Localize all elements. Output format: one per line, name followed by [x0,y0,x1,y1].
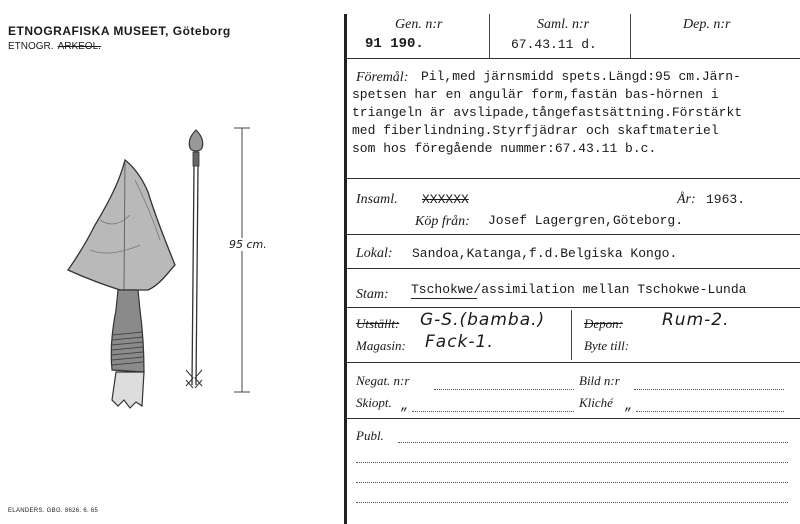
saml-value: 67.43.11 d. [511,37,597,52]
arrowhead-shape [68,160,175,290]
stam-underline [411,298,477,299]
depon-value: Rum-2. [662,310,730,330]
shaft-stub [112,372,144,408]
foremal-line-4: med fiberlindning.Styrfjädrar och skaftmateriel [352,123,719,138]
utstallt-value: G-S.(bamba.) [420,310,546,330]
stam-label: Stam: [356,287,389,302]
saml-label: Saml. n:r [537,17,590,32]
cliche-dots [636,411,784,412]
row-divider-utstallt [347,362,800,363]
kop-value: Josef Lagergren,Göteborg. [488,213,684,228]
foremal-line-2: spetsen har en angulär form,fastän bas-hörnen i [352,87,719,102]
lokal-value: Sandoa,Katanga,f.d.Belgiska Kongo. [412,246,678,261]
insaml-value: XXXXXX [422,192,469,207]
foremal-line-5: som hos föregående nummer:67.43.11 b.c. [352,141,657,156]
foremal-line-3: triangeln är avslipade,tångefastsättning.Förstärkt [352,105,743,120]
printer-imprint: ELANDERS. GBG. 8626. 6. 65 [8,508,99,514]
byte-label: Byte till: [584,338,630,353]
publ-dots-4 [356,502,788,503]
foremal-label: Föremål: [356,70,409,85]
publ-dots-1 [398,442,788,443]
publ-label: Publ. [356,428,384,443]
row-divider-top [347,58,800,59]
lokal-label: Lokal: [356,246,393,261]
cliche-label: Kliché [579,395,613,410]
top-divider-1 [489,14,490,58]
cliche-value: „ [624,398,632,413]
department-line [8,41,101,52]
department-label: ETNOGR. [8,41,54,52]
row-divider-negat [347,418,800,419]
skiopt-label: Skiopt. [356,395,392,410]
skiopt-dots [412,411,574,412]
negat-dots [434,389,574,390]
row-divider-lokal [347,268,800,269]
dimension-line [228,120,268,400]
card-left-border [344,14,347,524]
row-divider-foremal [347,178,800,179]
dep-label: Dep. n:r [683,17,731,32]
publ-dots-2 [356,462,788,463]
skiopt-value: „ [400,398,408,413]
year-value: 1963. [706,192,746,207]
length-label: 95 cm. [229,238,267,251]
gen-value: 91 190. [365,36,424,52]
row-divider-stam [347,307,800,308]
bild-dots [634,389,784,390]
utstallt-divider [571,310,572,360]
stam-value: Tschokwe/assimilation mellan Tschokwe-Lunda [411,282,747,297]
magasin-label: Magasin: [356,338,406,353]
publ-dots-3 [356,482,788,483]
top-divider-2 [630,14,631,58]
year-label: År: [677,192,696,207]
depon-label: Depon: [584,316,623,331]
department-struck: ARKEOL. [57,41,101,52]
utstallt-label: Utställt: [356,316,400,331]
row-divider-insaml [347,234,800,235]
kop-label: Köp från: [415,214,470,229]
magasin-value: Fack-1. [425,332,494,352]
foremal-line-1: Pil,med järnsmidd spets.Längd:95 cm.Järn- [421,69,741,84]
full-arrow-illustration [170,120,230,400]
gen-label: Gen. n:r [395,17,443,32]
museum-title: ETNOGRAFISKA MUSEET, Göteborg [8,24,231,38]
insaml-label: Insaml. [356,192,398,207]
bild-label: Bild n:r [579,373,620,388]
negat-label: Negat. n:r [356,373,410,388]
